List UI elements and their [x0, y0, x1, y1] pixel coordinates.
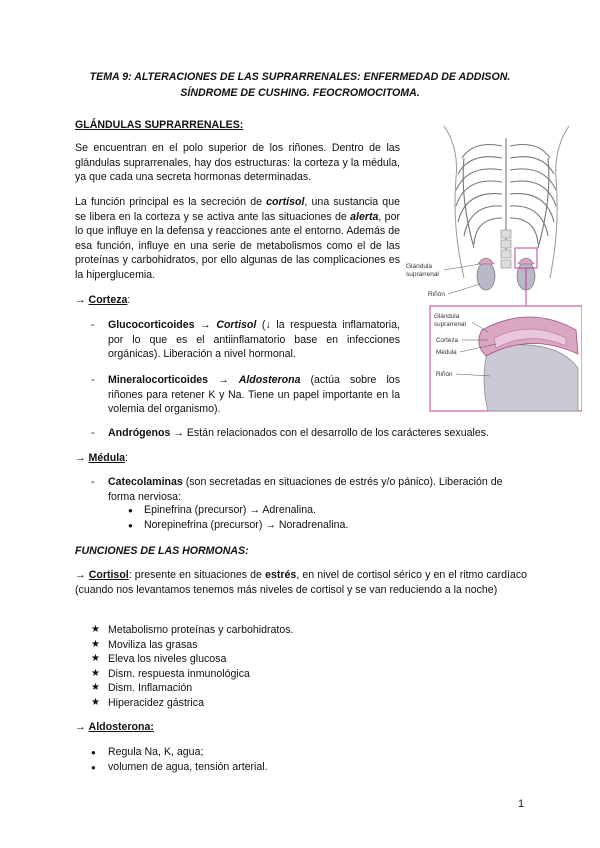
star-icon: ★	[91, 624, 100, 635]
star-item: Dism. respuesta inmunológica	[108, 668, 250, 680]
list-item-catecolaminas: Catecolaminas (son secretadas en situaciones de estrés y/o pánico). Liberación de forma nerviosa:	[108, 476, 503, 503]
bullet-icon: ●	[128, 521, 133, 530]
list-dash: -	[91, 427, 95, 439]
star-item: Hiperacidez gástrica	[108, 697, 204, 709]
bullet-item-epinefrina: Epinefrina (precursor) → Adrenalina.	[144, 504, 316, 516]
paragraph-cortisol: → Cortisol: presente en situaciones de estrés, en nivel de cortisol sérico y en el ritmo cardíaco (cuando nos levantamos tenemos más niveles de cortisol y se van reduciendo a la noche)	[75, 569, 528, 596]
list-dash: -	[91, 476, 95, 488]
inset-label-gland2: suprarrenal	[434, 321, 466, 328]
list-dash: -	[91, 374, 95, 386]
bullet-item-regula: Regula Na, K, agua;	[108, 746, 204, 758]
star-item: Eleva los niveles glucosa	[108, 653, 227, 665]
section-heading-glandulas: GLÁNDULAS SUPRARRENALES:	[75, 119, 244, 131]
page-number: 1	[518, 798, 524, 810]
bullet-icon: ●	[128, 506, 133, 515]
bullet-item-volumen: volumen de agua, tensión arterial.	[108, 761, 268, 773]
corteza-heading: → Corteza:	[75, 294, 131, 306]
label-gland2: suprarrenal	[406, 271, 439, 278]
paragraph-intro: Se encuentran en el polo superior de los riñones. Dentro de las glándulas suprarrenales, hay dos estructuras: la corteza y la médula, ya que cada una secreta hormonas determinadas.	[75, 142, 400, 183]
star-icon: ★	[91, 682, 100, 693]
paragraph-function: La función principal es la secreción de cortisol, una sustancia que se libera en la corteza y se activa ante las situaciones de alerta, por lo que influye en la defensa y reacciones ante el entorno. Además de esa función, influye en una serie de metabolismos como el de las proteínas y carbohidratos, por ello algunas de las complicaciones es la hiperglucemia.	[75, 196, 400, 281]
adrenal-left	[478, 258, 494, 264]
inset-label-gland: Glándula	[434, 313, 460, 320]
inset-label-medulla: Médula	[436, 349, 457, 356]
label-kidney: Riñón	[428, 291, 445, 298]
list-item-androgenos: Andrógenos → Están relacionados con el desarrollo de los carácteres sexuales.	[108, 427, 489, 439]
inset-label-cortex: Corteza	[436, 337, 459, 344]
inset-kidney	[484, 345, 578, 411]
star-icon: ★	[91, 639, 100, 650]
star-item: Moviliza las grasas	[108, 639, 198, 651]
bullet-icon: ●	[91, 763, 96, 772]
star-icon: ★	[91, 653, 100, 664]
list-item-glucocorticoides: Glucocorticoides → Cortisol (↓ la respuesta inflamatoria, por lo que es el antiinflamatorio base en infecciones orgánicas). Liberación a nivel hormonal.	[108, 319, 400, 360]
section-heading-funciones: FUNCIONES DE LAS HORMONAS:	[75, 545, 249, 557]
label-gland: Glándula	[406, 263, 433, 270]
star-icon: ★	[91, 668, 100, 679]
inset-label-kidney: Riñón	[436, 371, 453, 378]
adrenal-anatomy-figure	[404, 118, 582, 413]
medula-heading: → Médula:	[75, 452, 128, 464]
list-dash: -	[91, 319, 95, 331]
star-icon: ★	[91, 697, 100, 708]
kidney-left	[477, 262, 495, 290]
star-item: Metabolismo proteínas y carbohidratos.	[108, 624, 294, 636]
star-item: Dism. Inflamación	[108, 682, 193, 694]
page-title: TEMA 9: ALTERACIONES DE LAS SUPRARRENALES: ENFERMEDAD DE ADDISON. SÍNDROME DE CUSHING. FEOCROMOCITOMA.	[89, 71, 511, 99]
aldosterona-heading: → Aldosterona:	[75, 721, 154, 733]
list-item-mineralocorticoides: Mineralocorticoides → Aldosterona (actúa sobre los riñones para retener K y Na. Tiene un papel importante en la volemia del organismo).	[108, 374, 400, 415]
adrenal-right	[518, 258, 534, 264]
bullet-icon: ●	[91, 748, 96, 757]
bullet-item-norepinefrina: Norepinefrina (precursor) → Noradrenalina.	[144, 519, 349, 531]
